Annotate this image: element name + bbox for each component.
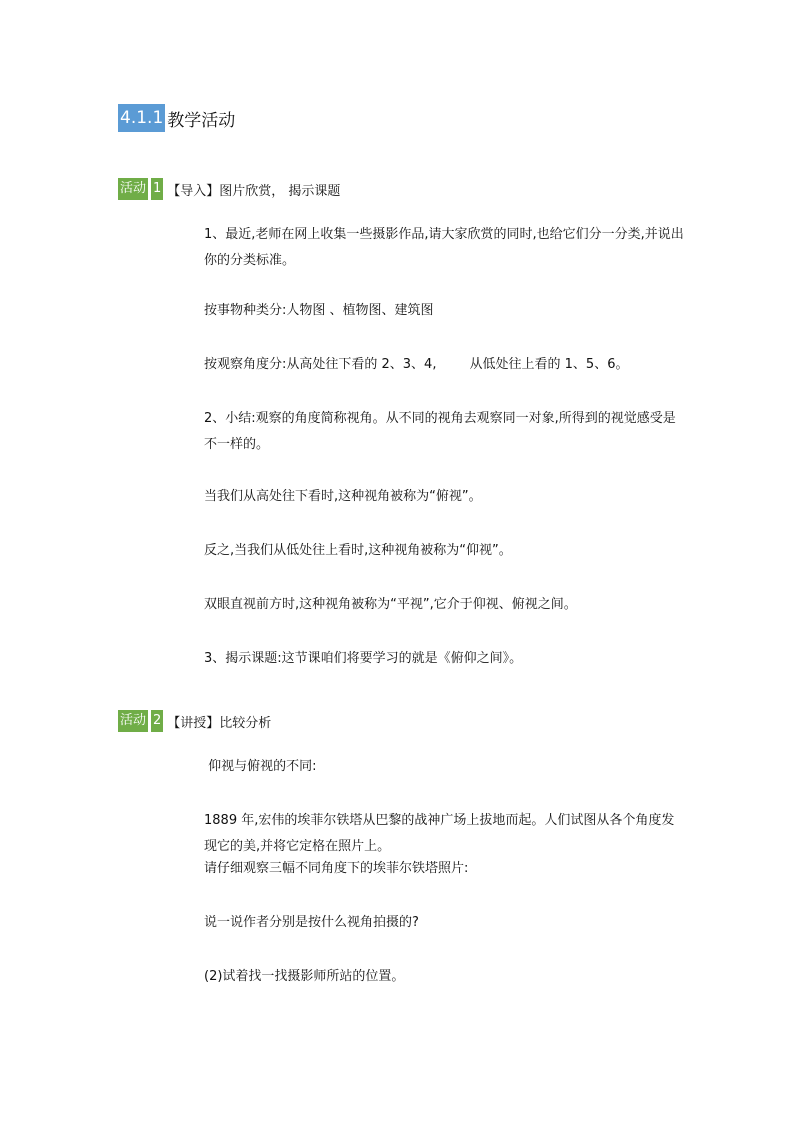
activity-number: 1 <box>151 178 163 200</box>
activity-tag: 活动 <box>118 710 148 732</box>
paragraph: 按事物种类分:人物图 、植物图、建筑图 <box>204 303 434 318</box>
section-title: 教学活动 <box>167 110 236 131</box>
activity-title: 【讲授】比较分析 <box>167 715 272 731</box>
paragraph: 说一说作者分别是按什么视角拍摄的? <box>204 915 419 930</box>
section-heading <box>118 104 235 132</box>
activity-1-heading <box>118 178 340 200</box>
paragraph: 2、小结:观察的角度简称视角。从不同的视角去观察同一对象,所得到的视觉感受是不一样的。 <box>204 411 676 452</box>
activity-tag: 活动 <box>118 178 148 200</box>
paragraph: 1、最近,老师在网上收集一些摄影作品,请大家欣赏的同时,也给它们分一分类,并说出你的分类标准。 <box>204 227 684 268</box>
paragraph: 双眼直视前方时,这种视角被称为“平视”,它介于仰视、俯视之间。 <box>204 597 577 612</box>
paragraph: 1889 年,宏伟的埃菲尔铁塔从巴黎的战神广场上拔地而起。人们试图从各个角度发现它的美,并将它定格在照片上。 <box>204 813 675 854</box>
paragraph: 当我们从高处往下看时,这种视角被称为“俯视”。 <box>204 489 482 504</box>
paragraph: 反之,当我们从低处往上看时,这种视角被称为“仰视”。 <box>204 543 512 558</box>
paragraph: 仰视与俯视的不同: <box>204 759 317 774</box>
paragraph: 3、揭示课题:这节课咱们将要学习的就是《俯仰之间》。 <box>204 651 523 666</box>
paragraph: (2)试着找一找摄影师所站的位置。 <box>204 969 405 984</box>
paragraph: 按观察角度分:从高处往下看的 2、3、4, 从低处往上看的 1、5、6。 <box>204 357 629 372</box>
activity-number: 2 <box>151 710 163 732</box>
activity-title: 【导入】图片欣赏， 揭示课题 <box>167 183 341 199</box>
section-number: 4.1.1 <box>118 104 165 132</box>
paragraph: 请仔细观察三幅不同角度下的埃菲尔铁塔照片: <box>204 861 469 876</box>
activity-2-heading <box>118 710 271 732</box>
